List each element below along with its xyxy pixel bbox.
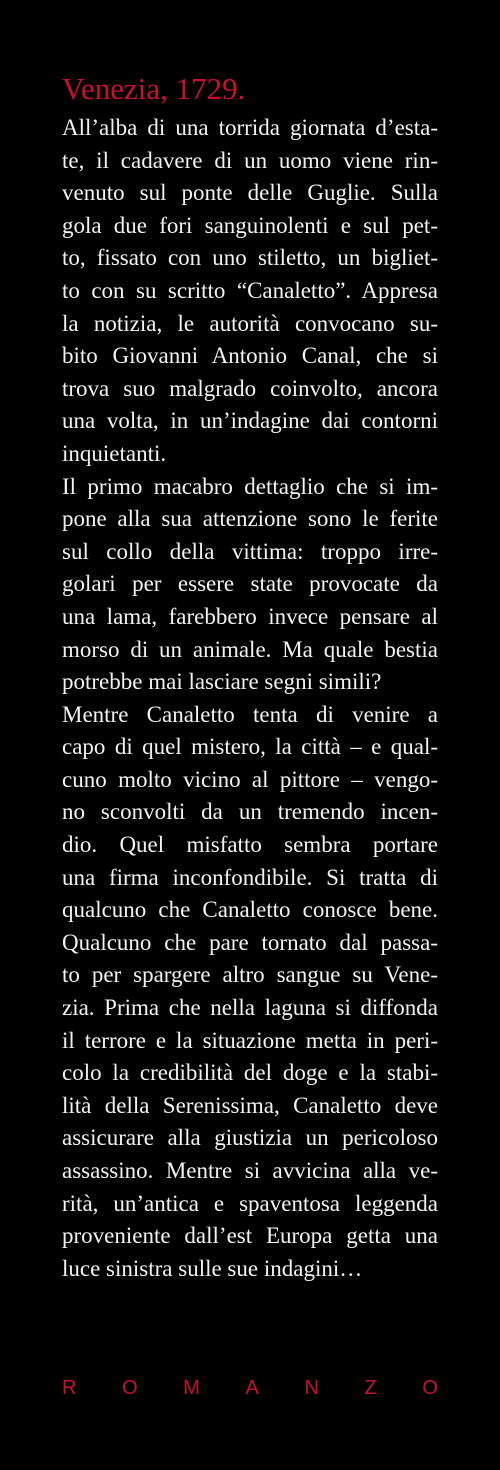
text-line: una firma inconfondibile. Si tratta di	[62, 864, 438, 890]
text-line: assassino. Mentre si avvicina alla ve-	[62, 1158, 438, 1183]
text-line: to per spargere altro sangue su Vene-	[62, 962, 438, 988]
text-line: venuto sul ponte delle Guglie. Sulla	[62, 180, 438, 206]
text-line: una lama, farebbero invece pensare al	[62, 603, 438, 629]
text-line: colo la credibilità del doge e la stabi-	[62, 1060, 438, 1086]
genre-letter: O	[422, 1377, 438, 1399]
text-line: pone alla sua attenzione sono le ferite	[62, 506, 438, 532]
genre-letter: O	[122, 1377, 138, 1399]
text-line: no sconvolti da un tremendo incen-	[62, 799, 438, 825]
text-line: lità della Serenissima, Canaletto deve	[62, 1092, 438, 1118]
text-line: potrebbe mai lasciare segni simili?	[62, 669, 382, 695]
genre-label	[62, 1373, 438, 1403]
text-line: qualcuno che Canaletto conosce bene.	[62, 897, 438, 923]
text-line: Il primo macabro dettaglio che si im-	[62, 473, 438, 499]
text-line: la notizia, le autorità convocano su-	[62, 310, 438, 336]
text-line: to con su scritto “Canaletto”. Appresa	[62, 277, 438, 303]
text-line: una volta, in un’indagine dai contorni	[62, 408, 438, 434]
genre-letter: Z	[364, 1377, 377, 1399]
text-line: inquietanti.	[62, 440, 167, 466]
genre-letter: N	[304, 1377, 319, 1399]
text-line: to, fissato con uno stiletto, un bigliet-	[62, 245, 438, 271]
heading-place-date: Venezia, 1729.	[62, 71, 246, 106]
text-line: All’alba di una torrida giornata d’esta-	[62, 115, 438, 140]
text-line: zia. Prima che nella laguna si diffonda	[62, 995, 438, 1021]
text-line: gola due fori sanguinolenti e sul pet-	[62, 212, 438, 238]
text-line: cuno molto vicino al pittore – vengo-	[62, 766, 438, 792]
text-line: luce sinistra sulle sue indagini…	[62, 1255, 363, 1281]
genre-letter: A	[245, 1377, 259, 1399]
text-line: Mentre Canaletto tenta di venire a	[62, 701, 438, 727]
text-line: te, il cadavere di un uomo viene rin-	[62, 147, 438, 173]
text-line: bito Giovanni Antonio Canal, che si	[62, 343, 438, 369]
text-line: il terrore e la situazione metta in peri-	[62, 1027, 438, 1053]
genre-letter: M	[183, 1377, 200, 1399]
text-line: trova suo malgrado coinvolto, ancora	[62, 375, 438, 401]
text-line: proveniente dall’est Europa getta una	[62, 1223, 438, 1249]
text-line: rità, un’antica e spaventosa leggenda	[62, 1190, 438, 1216]
synopsis-text	[62, 112, 438, 1285]
genre-letter: R	[62, 1377, 77, 1399]
text-line: sul collo della vittima: troppo irre-	[62, 538, 438, 564]
text-line: golari per essere state provocate da	[62, 571, 438, 597]
text-line: Qualcuno che pare tornato dal passa-	[62, 929, 438, 955]
text-line: assicurare alla giustizia un pericoloso	[62, 1125, 438, 1151]
text-line: dio. Quel misfatto sembra portare	[62, 832, 438, 858]
text-line: capo di quel mistero, la città – e qual-	[62, 734, 438, 760]
text-line: morso di un animale. Ma quale bestia	[62, 636, 438, 662]
